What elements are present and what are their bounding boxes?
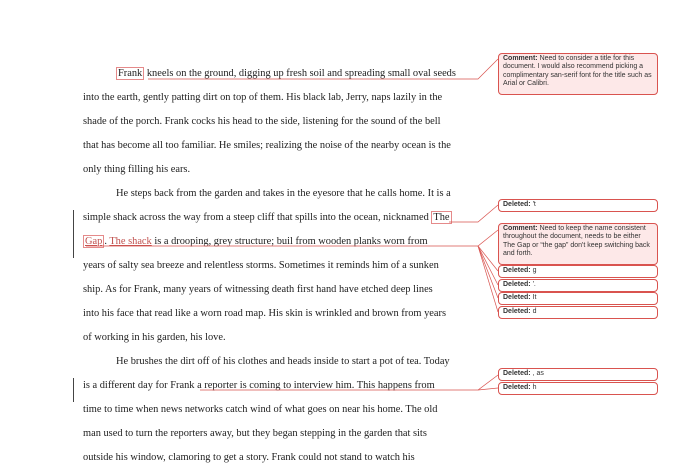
inserted-text[interactable]: The shack (109, 236, 152, 247)
body-line: He steps back from the garden and takes in the eyesore that he calls home. It is a (116, 188, 451, 199)
balloon-text: It (532, 294, 537, 301)
body-line: that has become all too familiar. He smiles; realizing the noise of the nearby ocean is the (83, 140, 451, 151)
body-line: time to time when news networks catch wind of what goes on near his home. The old (83, 404, 438, 415)
comment-anchor[interactable]: Frank (118, 68, 143, 79)
balloon-text: 't (532, 201, 536, 208)
balloon-label: Deleted: (503, 294, 531, 301)
deletion-balloon[interactable] (498, 265, 658, 278)
deletion-balloon[interactable] (498, 199, 658, 212)
balloon-text: g (532, 267, 537, 274)
body-line: years of salty sea breeze and relentless storms. Sometimes it reminds him of a sunken (83, 260, 439, 271)
body-line: of working in his garden, his love. (83, 332, 226, 343)
balloon-text: '. (532, 281, 536, 288)
inserted-text[interactable]: Gap (85, 236, 103, 247)
change-bar (73, 210, 74, 258)
body-line: man used to turn the reporters away, but they began stepping in the garden that sits (83, 428, 427, 439)
body-line (83, 236, 428, 248)
body-line: into the earth, gently patting dirt on top of them. His black lab, Jerry, naps lazily in the (83, 92, 443, 103)
body-line (83, 380, 435, 392)
balloon-text: , as (532, 370, 544, 377)
balloon-text: Need to keep the name consistent throughout the document, needs to be either The Gap or “the gap” don't keep switching back and forth. (503, 225, 650, 257)
body-line: He brushes the dirt off of his clothes and heads inside to start a pot of tea. Today (116, 356, 450, 367)
text-run: is a different day for Frank (83, 380, 195, 391)
change-bar (73, 378, 74, 402)
deletion-balloon[interactable] (498, 279, 658, 292)
comment-balloon[interactable] (498, 223, 658, 265)
text-run: is a drooping, grey structure; buil (151, 236, 293, 247)
balloon-label: Comment: (503, 55, 538, 62)
comment-anchor[interactable]: The (433, 212, 450, 223)
body-line (116, 68, 456, 80)
balloon-label: Deleted: (503, 384, 531, 391)
body-line: only thing filling his ears. (83, 164, 191, 175)
body-line: into his face that read like a worn road map. His skin is wrinkled and brown from years (83, 308, 446, 319)
text-run: from wooden planks worn from (292, 236, 428, 247)
balloon-label: Deleted: (503, 370, 531, 377)
text-run: a reporter is coming to interview him. This happens from (194, 380, 435, 391)
body-line: ship. As for Frank, many years of witnessing death first hand have etched deep lines (83, 284, 433, 295)
balloon-label: Comment: (503, 225, 538, 232)
balloon-label: Deleted: (503, 201, 531, 208)
deletion-balloon[interactable] (498, 368, 658, 381)
balloon-label: Deleted: (503, 281, 531, 288)
text-run: . (104, 236, 110, 247)
body-line: outside his window, clamoring to get a story. Frank could not stand to watch his (83, 452, 415, 463)
body-line (83, 212, 452, 224)
deletion-balloon[interactable] (498, 292, 658, 305)
text-run: simple shack across the way from a steep cliff that spills into the ocean, nicknamed (83, 212, 432, 223)
balloon-text: Need to consider a title for this document. I would also recommend picking a complimentary san-serif font for the title such as Arial or Calibri. (503, 55, 652, 87)
balloon-label: Deleted: (503, 267, 531, 274)
balloon-text: h (532, 384, 537, 391)
deletion-balloon[interactable] (498, 382, 658, 395)
comment-balloon[interactable] (498, 53, 658, 95)
body-line: shade of the porch. Frank cocks his head to the side, listening for the sound of the bell (83, 116, 441, 127)
text-run: kneels on the ground, digging up fresh soil and spreading small oval seeds (146, 68, 456, 79)
balloon-label: Deleted: (503, 308, 531, 315)
balloon-text: d (532, 308, 537, 315)
deletion-balloon[interactable] (498, 306, 658, 319)
